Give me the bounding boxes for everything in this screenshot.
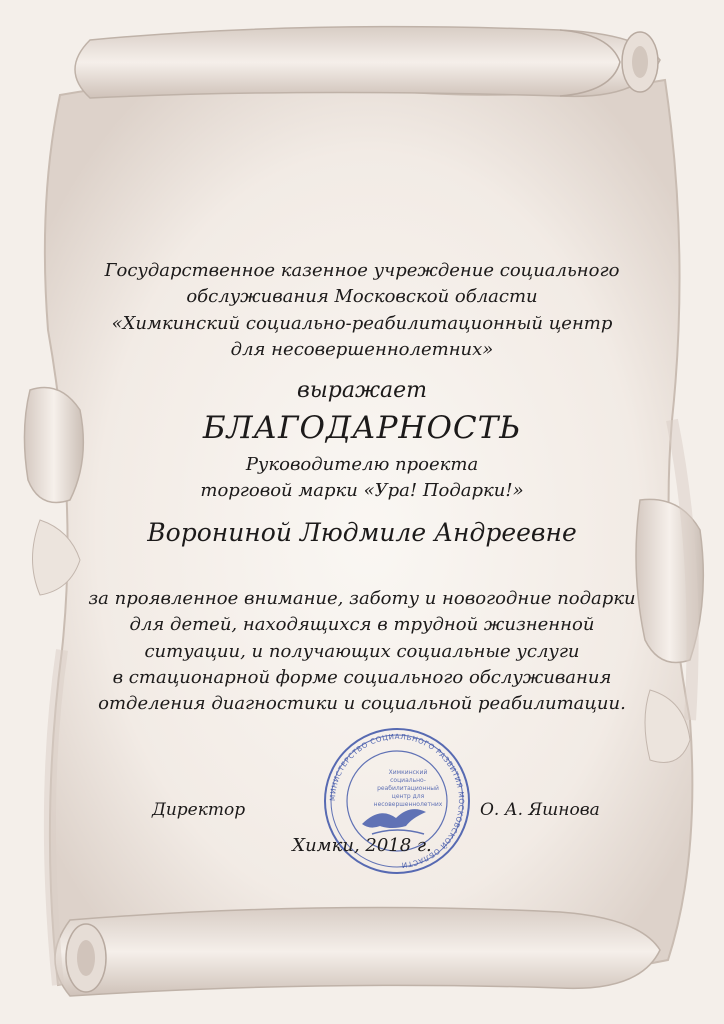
svg-text:несовершеннолетних: несовершеннолетних bbox=[373, 801, 443, 808]
body-line-1: за проявленное внимание, заботу и новогодние подарки bbox=[88, 588, 636, 609]
svg-text:реабилитационный: реабилитационный bbox=[377, 785, 439, 792]
signatory-title: Директор bbox=[152, 800, 246, 820]
body-line-3: ситуации, и получающих социальные услуги bbox=[144, 641, 580, 662]
expresses-label: выражает bbox=[297, 378, 427, 403]
signatory-name: О. А. Яшнова bbox=[480, 800, 600, 820]
organization-line-2: обслуживания Московской области bbox=[186, 286, 538, 307]
body-line-4: в стационарной форме социального обслуживания bbox=[112, 667, 612, 688]
recipient-role-line-1: Руководителю проекта bbox=[245, 454, 479, 475]
body-line-5: отделения диагностики и социальной реабилитации. bbox=[98, 693, 626, 714]
svg-text:социально-: социально- bbox=[390, 777, 426, 784]
svg-text:МИНИСТЕРСТВО СОЦИАЛЬНОГО РАЗВИ: МИНИСТЕРСТВО СОЦИАЛЬНОГО РАЗВИТИЯ МОСКОВСКОЙ ОБЛАСТИ bbox=[327, 731, 467, 870]
body-line-2: для детей, находящихся в трудной жизненной bbox=[129, 614, 595, 635]
recipient-role-line-2: торговой марки «Ура! Подарки!» bbox=[200, 480, 524, 501]
certificate-heading: БЛАГОДАРНОСТЬ bbox=[202, 410, 522, 446]
organization-line-4: для несовершеннолетних» bbox=[230, 339, 494, 360]
svg-text:центр для: центр для bbox=[391, 793, 425, 800]
organization-line-3: «Химкинский социально-реабилитационный центр bbox=[111, 313, 613, 334]
recipient-name: Ворониной Людмиле Андреевне bbox=[147, 518, 577, 547]
svg-text:Химкинский: Химкинский bbox=[388, 769, 428, 776]
place-and-date: Химки, 2018 г. bbox=[292, 835, 432, 856]
organization-line-1: Государственное казенное учреждение социального bbox=[104, 260, 620, 281]
